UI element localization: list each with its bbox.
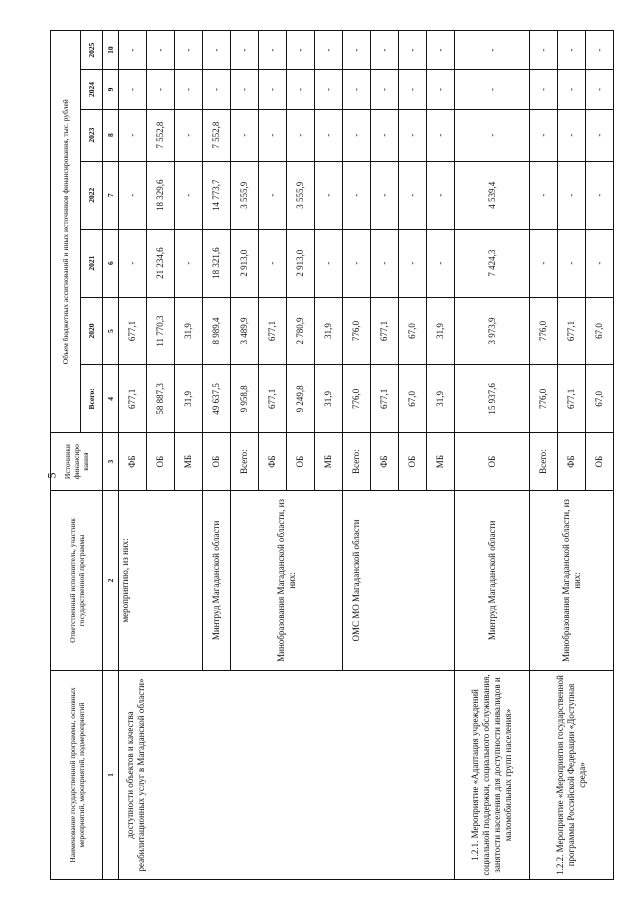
value-cell: 776,0	[343, 297, 371, 365]
header-year: 2023	[81, 109, 103, 161]
source-cell: ОБ	[147, 433, 175, 490]
value-cell: -	[343, 161, 371, 229]
source-cell: ФБ	[259, 433, 287, 490]
source-cell: Всего:	[231, 433, 259, 490]
row-name: 1.2.1. Мероприятие «Адаптация учреждений социальной поддержки, социального обслуживания, занятости населения для доступности инвалидов и маломобильных групп населения»	[455, 671, 530, 880]
value-cell: -	[455, 31, 530, 70]
index-cell: 3	[103, 433, 119, 490]
index-cell: 8	[103, 109, 119, 161]
value-cell: 15 937,6	[455, 365, 530, 433]
value-cell: -	[315, 109, 343, 161]
value-cell: -	[399, 229, 427, 297]
value-cell: 677,1	[558, 297, 586, 365]
value-cell: 2 780,9	[287, 297, 315, 365]
value-cell: 31,9	[427, 297, 455, 365]
value-cell: 2 913,0	[287, 229, 315, 297]
value-cell: -	[287, 109, 315, 161]
value-cell: 11 770,3	[147, 297, 175, 365]
value-cell: -	[287, 70, 315, 109]
header-funding-group: Объем бюджетных ассигнований и иных источников финансирования, тыс. рублей	[51, 31, 81, 433]
value-cell: -	[315, 70, 343, 109]
value-cell: 7 424,3	[455, 229, 530, 297]
value-cell: -	[427, 161, 455, 229]
row-name: 1.2.2. Мероприятие «Мероприятия государственной программы Российской Федерации «Доступная среда»	[530, 671, 614, 880]
value-cell: 2 913,0	[231, 229, 259, 297]
value-cell: -	[558, 70, 586, 109]
source-cell: МБ	[175, 433, 203, 490]
source-cell: МБ	[427, 433, 455, 490]
value-cell: -	[530, 161, 558, 229]
value-cell: -	[427, 31, 455, 70]
value-cell: -	[175, 70, 203, 109]
value-cell: -	[231, 70, 259, 109]
value-cell: -	[119, 161, 147, 229]
header-year: 2021	[81, 229, 103, 297]
executor-cell: Минобразования Магаданской области, из них:	[530, 490, 614, 670]
value-cell: 677,1	[371, 365, 399, 433]
value-cell: -	[586, 70, 614, 109]
value-cell: 49 637,5	[203, 365, 231, 433]
value-cell: 776,0	[343, 365, 371, 433]
source-cell: Всего:	[343, 433, 371, 490]
value-cell: -	[259, 70, 287, 109]
value-cell: -	[203, 70, 231, 109]
value-cell: -	[231, 109, 259, 161]
rotated-table-wrapper	[50, 30, 605, 880]
value-cell: -	[175, 109, 203, 161]
value-cell: 67,0	[586, 297, 614, 365]
value-cell: -	[399, 161, 427, 229]
value-cell: 18 329,6	[147, 161, 175, 229]
value-cell: -	[530, 229, 558, 297]
value-cell: -	[147, 31, 175, 70]
value-cell: 14 773,7	[203, 161, 231, 229]
value-cell: -	[343, 31, 371, 70]
value-cell: 776,0	[530, 297, 558, 365]
value-cell: 677,1	[371, 297, 399, 365]
value-cell: 677,1	[259, 365, 287, 433]
value-cell: 677,1	[558, 365, 586, 433]
value-cell: -	[315, 31, 343, 70]
value-cell: -	[558, 109, 586, 161]
value-cell: 21 234,6	[147, 229, 175, 297]
source-cell: МБ	[315, 433, 343, 490]
value-cell: -	[315, 161, 343, 229]
value-cell: -	[371, 161, 399, 229]
value-cell: 18 321,6	[203, 229, 231, 297]
source-cell: ФБ	[119, 433, 147, 490]
value-cell: -	[371, 31, 399, 70]
value-cell: -	[343, 109, 371, 161]
value-cell: -	[343, 70, 371, 109]
index-cell: 10	[103, 31, 119, 70]
source-cell: ОБ	[586, 433, 614, 490]
value-cell: -	[175, 161, 203, 229]
value-cell: 8 989,4	[203, 297, 231, 365]
value-cell: -	[371, 229, 399, 297]
value-cell: -	[119, 70, 147, 109]
value-cell: -	[558, 31, 586, 70]
value-cell: -	[530, 70, 558, 109]
value-cell: -	[530, 31, 558, 70]
row-name: доступности объектов и качества реабилитационных услуг в Магаданской области»	[119, 671, 455, 880]
value-cell: -	[530, 109, 558, 161]
value-cell: -	[586, 161, 614, 229]
value-cell: 67,0	[586, 365, 614, 433]
value-cell: -	[427, 229, 455, 297]
header-year: 2025	[81, 31, 103, 70]
value-cell: -	[455, 109, 530, 161]
value-cell: -	[119, 229, 147, 297]
value-cell: -	[399, 31, 427, 70]
index-cell: 7	[103, 161, 119, 229]
value-cell: -	[287, 31, 315, 70]
value-cell: 31,9	[427, 365, 455, 433]
page-number: 5	[44, 472, 59, 479]
value-cell: -	[427, 109, 455, 161]
index-cell: 5	[103, 297, 119, 365]
value-cell: 67,0	[399, 297, 427, 365]
value-cell: 677,1	[259, 297, 287, 365]
value-cell: -	[175, 31, 203, 70]
source-cell: ОБ	[203, 433, 231, 490]
value-cell: 31,9	[175, 365, 203, 433]
header-source: Источники финансиро вания	[51, 433, 103, 490]
value-cell: 3 555,9	[231, 161, 259, 229]
header-year: 2020	[81, 297, 103, 365]
header-year: 2022	[81, 161, 103, 229]
value-cell: -	[119, 109, 147, 161]
funding-table	[50, 30, 614, 880]
value-cell: -	[399, 109, 427, 161]
executor-cell: мероприятию, из них:	[119, 490, 203, 670]
executor-cell: Минтруд Магаданской области	[455, 490, 530, 670]
source-cell: ОБ	[399, 433, 427, 490]
index-cell: 9	[103, 70, 119, 109]
value-cell: -	[558, 229, 586, 297]
executor-cell: Минтруд Магаданской области	[203, 490, 231, 670]
value-cell: -	[343, 229, 371, 297]
header-total: Всего:	[81, 365, 103, 433]
value-cell: 7 552,8	[147, 109, 175, 161]
value-cell: -	[259, 109, 287, 161]
source-cell: ФБ	[558, 433, 586, 490]
value-cell: -	[399, 70, 427, 109]
value-cell: 677,1	[119, 297, 147, 365]
value-cell: -	[427, 70, 455, 109]
value-cell: -	[231, 31, 259, 70]
value-cell: 9 958,8	[231, 365, 259, 433]
value-cell: -	[558, 161, 586, 229]
value-cell: -	[315, 229, 343, 297]
executor-cell: ОМС МО Магаданской области	[343, 490, 455, 670]
value-cell: 7 552,8	[203, 109, 231, 161]
value-cell: -	[586, 31, 614, 70]
value-cell: -	[259, 161, 287, 229]
value-cell: -	[203, 31, 231, 70]
value-cell: -	[455, 70, 530, 109]
executor-cell: Минобразования Магаданской области, из них:	[231, 490, 343, 670]
header-name: Наименование государственной программы, основных мероприятий, мероприятий, подмероприятий	[51, 671, 103, 880]
value-cell: -	[371, 70, 399, 109]
value-cell: 31,9	[175, 297, 203, 365]
value-cell: -	[119, 31, 147, 70]
value-cell: 776,0	[530, 365, 558, 433]
value-cell: 67,0	[399, 365, 427, 433]
value-cell: 3 973,9	[455, 297, 530, 365]
header-executor: Ответственный исполнитель, участник государственной программы	[51, 490, 103, 670]
value-cell: 677,1	[119, 365, 147, 433]
value-cell: -	[371, 109, 399, 161]
value-cell: -	[147, 70, 175, 109]
index-cell: 1	[103, 671, 119, 880]
index-cell: 4	[103, 365, 119, 433]
index-cell: 2	[103, 490, 119, 670]
value-cell: 4 539,4	[455, 161, 530, 229]
value-cell: 3 555,9	[287, 161, 315, 229]
value-cell: 31,9	[315, 297, 343, 365]
value-cell: 3 489,9	[231, 297, 259, 365]
value-cell: -	[586, 229, 614, 297]
value-cell: -	[586, 109, 614, 161]
value-cell: -	[259, 229, 287, 297]
source-cell: ОБ	[287, 433, 315, 490]
source-cell: ОБ	[455, 433, 530, 490]
value-cell: -	[175, 229, 203, 297]
source-cell: Всего:	[530, 433, 558, 490]
index-cell: 6	[103, 229, 119, 297]
value-cell: 58 887,3	[147, 365, 175, 433]
header-year: 2024	[81, 70, 103, 109]
value-cell: -	[259, 31, 287, 70]
value-cell: 31,9	[315, 365, 343, 433]
value-cell: 9 249,8	[287, 365, 315, 433]
source-cell: ФБ	[371, 433, 399, 490]
